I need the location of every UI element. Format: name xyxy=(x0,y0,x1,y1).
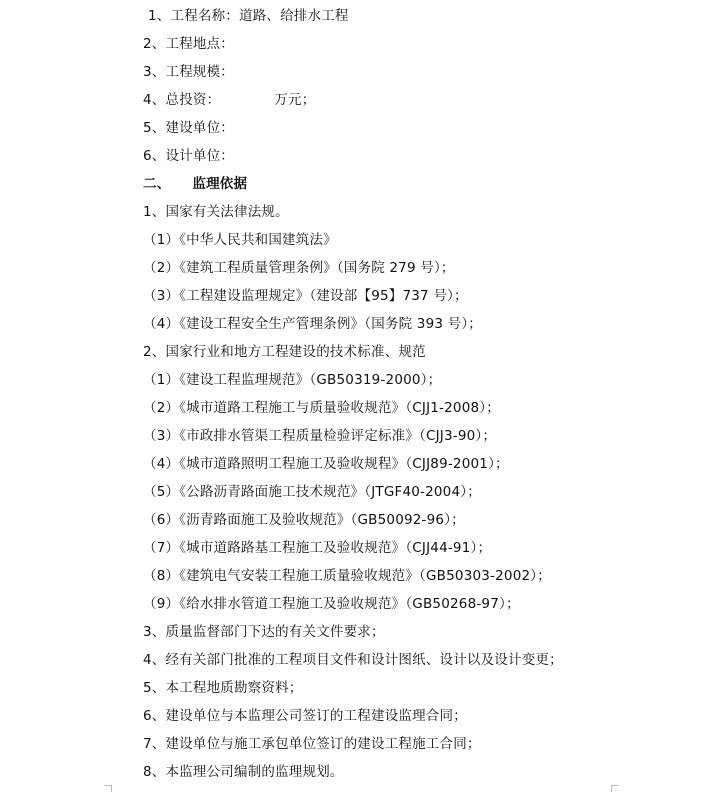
investment-unit: 万元； xyxy=(274,92,316,108)
basis-item-8: 8、本监理公司编制的监理规划。 xyxy=(143,764,344,780)
law-item-1: （1）《中华人民共和国建筑法》 xyxy=(143,232,337,248)
investment-prefix: 4、总投资： xyxy=(143,92,221,108)
standard-item-7: （7）《城市道路路基工程施工及验收规范》（CJJ44-91）； xyxy=(143,540,492,556)
designer-line: 6、设计单位： xyxy=(143,148,234,164)
basis-item-7: 7、建设单位与施工承包单位签订的建设工程施工合同； xyxy=(143,736,481,752)
standard-item-2: （2）《城市道路工程施工与质量验收规范》（CJJ1-2008）； xyxy=(143,400,500,416)
standard-item-9: （9）《给水排水管道工程施工及验收规范》（GB50268-97）； xyxy=(143,596,520,612)
standard-item-5: （5）《公路沥青路面施工技术规范》（JTGF40-2004）； xyxy=(143,484,481,500)
basis-item-6: 6、建设单位与本监理公司签订的工程建设监理合同； xyxy=(143,708,467,724)
standard-item-1: （1）《建设工程监理规范》（GB50319-2000）； xyxy=(143,372,442,388)
law-item-4: （4）《建设工程安全生产管理条例》（国务院 393 号）； xyxy=(143,316,482,332)
section-two-number: 二、 xyxy=(143,176,171,192)
project-location-line: 2、工程地点： xyxy=(143,36,234,52)
standard-item-3: （3）《市政排水管渠工程质量检验评定标准》（CJJ3-90）； xyxy=(143,428,497,444)
standard-item-4: （4）《城市道路照明工程施工及验收规程》（CJJ89-2001）； xyxy=(143,456,509,472)
basis-item-5: 5、本工程地质勘察资料； xyxy=(143,680,303,696)
basis-item-3: 3、质量监督部门下达的有关文件要求； xyxy=(143,624,385,640)
crop-mark-left-horizontal xyxy=(104,785,112,786)
builder-line: 5、建设单位： xyxy=(143,120,234,136)
standard-item-6: （6）《沥青路面施工及验收规范》（GB50092-96）； xyxy=(143,512,465,528)
standard-item-8: （8）《建筑电气安装工程施工质量验收规范》（GB50303-2002）； xyxy=(143,568,551,584)
crop-mark-right-horizontal xyxy=(611,785,619,786)
basis-item-4: 4、经有关部门批准的工程项目文件和设计图纸、设计以及设计变更； xyxy=(143,652,563,668)
project-investment-line xyxy=(143,90,315,110)
project-scale-line: 3、工程规模： xyxy=(143,64,234,80)
section-two-title: 监理依据 xyxy=(192,176,248,192)
basis-item-1: 1、国家有关法律法规。 xyxy=(143,204,289,220)
project-name-line: 1、工程名称：道路、给排水工程 xyxy=(148,8,349,24)
crop-mark-right xyxy=(611,785,612,792)
basis-item-2: 2、国家行业和地方工程建设的技术标准、规范 xyxy=(143,344,426,360)
law-item-3: （3）《工程建设监理规定》（建设部【95】737 号）； xyxy=(143,288,468,304)
crop-mark-left xyxy=(111,785,112,792)
law-item-2: （2）《建筑工程质量管理条例》（国务院 279 号）； xyxy=(143,260,455,276)
section-two-heading xyxy=(143,174,247,194)
